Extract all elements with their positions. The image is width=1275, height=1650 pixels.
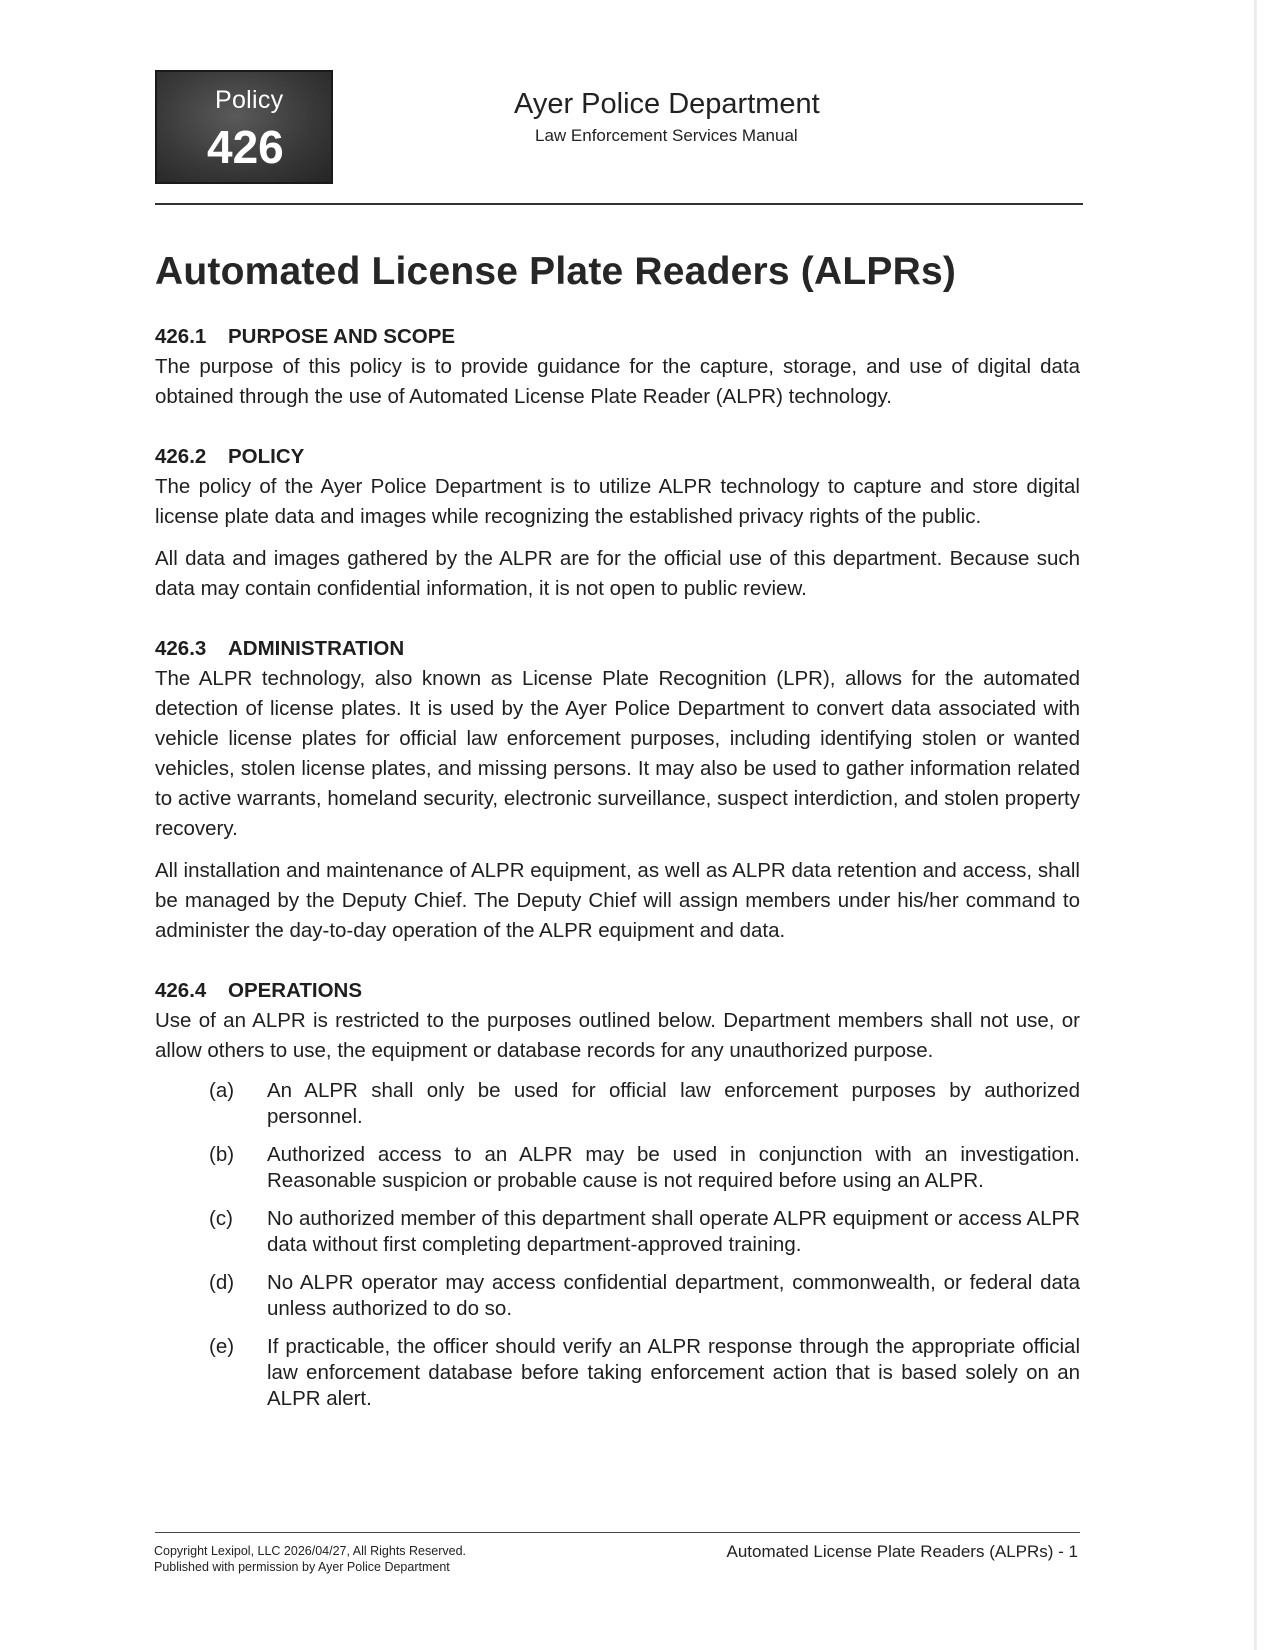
page-number-label: Automated License Plate Readers (ALPRs) - 1 [726,1542,1078,1561]
policy-badge [155,70,333,184]
section-heading-policy [155,442,1080,472]
paragraph: The policy of the Ayer Police Department is to utilize ALPR technology to capture and store digital license plate data and images while recognizing the established privacy rights of the public. [155,475,1080,528]
list-marker: (c) [209,1207,233,1230]
list-item [155,1078,1080,1130]
list-item-text: Authorized access to an ALPR may be used in conjunction with an investigation. Reasonable suspicion or probable cause is not required before using an ALPR. [267,1143,1080,1192]
list-item-text: An ALPR shall only be used for official law enforcement purposes by authorized personnel. [267,1079,1080,1128]
permission-line: Published with permission by Ayer Police Department [154,1560,450,1574]
list-marker: (b) [209,1143,235,1166]
department-name: Ayer Police Department [514,88,820,120]
footer-divider [155,1532,1080,1533]
section-title: PURPOSE AND SCOPE [228,325,456,348]
footer-copyright [154,1543,466,1575]
list-marker: (d) [209,1271,235,1294]
policy-number: 426 [207,121,284,173]
paragraph: Use of an ALPR is restricted to the purposes outlined below. Department members shall not use, or allow others to use, the equipment or database records for any unauthorized purpose. [155,1009,1080,1062]
policy-body [155,322,1080,1424]
section-title: POLICY [228,445,305,468]
section-heading-operations [155,976,1080,1006]
list-item-text: No ALPR operator may access confidential department, commonwealth, or federal data unless authorized to do so. [267,1271,1080,1320]
list-marker: (e) [209,1335,235,1358]
list-marker: (a) [209,1079,235,1102]
paragraph: All data and images gathered by the ALPR are for the official use of this department. Because such data may contain confidential information, it is not open to public review. [155,547,1080,600]
copyright-line: Copyright Lexipol, LLC 2026/04/27, All Rights Reserved. [154,1544,466,1558]
list-item-text: If practicable, the officer should verify an ALPR response through the appropriate official law enforcement database before taking enforcement action that is based solely on an ALPR alert. [267,1335,1080,1410]
section-number: 426.4 [155,979,207,1002]
section-title: ADMINISTRATION [228,637,405,660]
list-item [155,1334,1080,1412]
section-title: OPERATIONS [228,979,363,1002]
paragraph: The purpose of this policy is to provide guidance for the capture, storage, and use of digital data obtained through the use of Automated License Plate Reader (ALPR) technology. [155,355,1080,408]
page-title: Automated License Plate Readers (ALPRs) [155,250,957,293]
section-number: 426.1 [155,325,207,348]
policy-label: Policy [215,86,284,114]
paragraph: All installation and maintenance of ALPR equipment, as well as ALPR data retention and access, shall be managed by the Deputy Chief. The Deputy Chief will assign members under his/her command to administer the day-to-day operation of the ALPR equipment and data. [155,859,1080,942]
section-heading-purpose [155,322,1080,352]
list-item [155,1142,1080,1194]
manual-name: Law Enforcement Services Manual [535,126,798,145]
operations-list [155,1078,1080,1412]
section-number: 426.3 [155,637,207,660]
section-number: 426.2 [155,445,207,468]
paragraph: The ALPR technology, also known as License Plate Recognition (LPR), allows for the automated detection of license plates. It is used by the Ayer Police Department to convert data associated with vehicle license plates for official law enforcement purposes, including identifying stolen or wanted vehicles, stolen license plates, and missing persons. It may also be used to gather information related to active warrants, homeland security, electronic surveillance, suspect interdiction, and stolen property recovery. [155,667,1080,840]
section-heading-administration [155,634,1080,664]
list-item-text: No authorized member of this department shall operate ALPR equipment or access ALPR data without first completing department-approved training. [267,1207,1080,1256]
list-item [155,1206,1080,1258]
list-item [155,1270,1080,1322]
scan-edge [1254,0,1257,1650]
header-divider [155,203,1083,205]
